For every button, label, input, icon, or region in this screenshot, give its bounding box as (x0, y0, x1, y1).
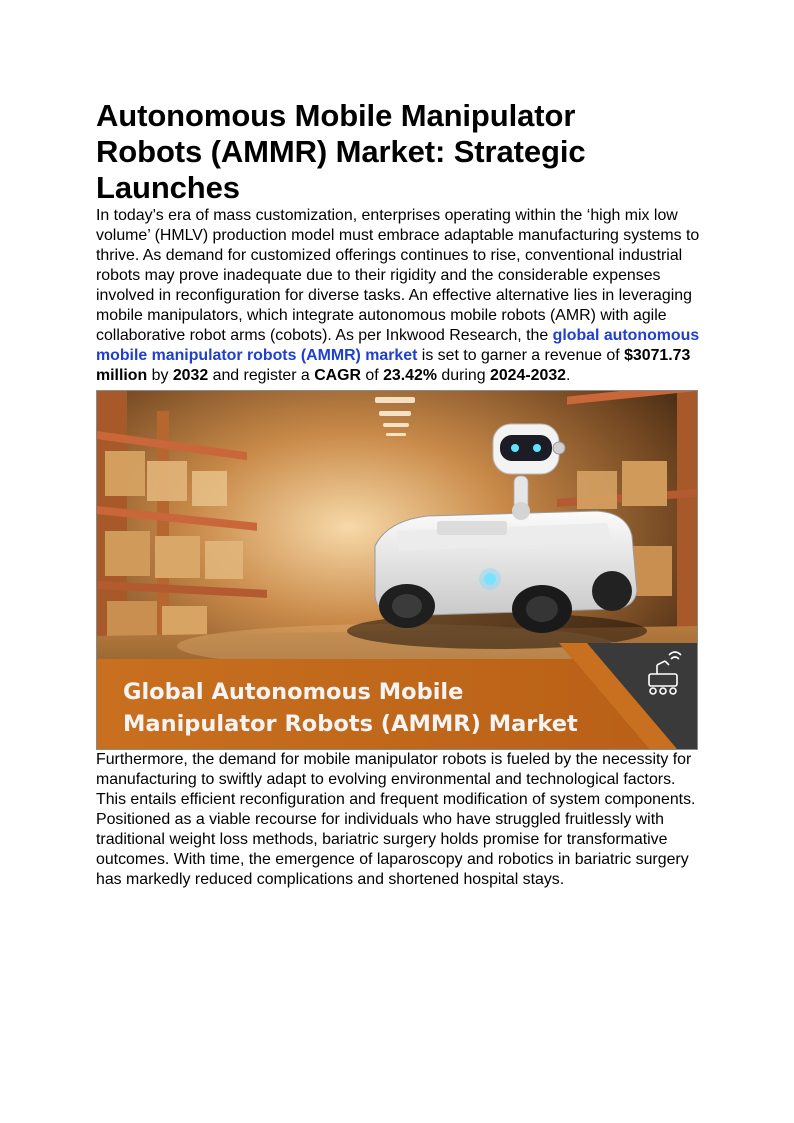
banner-title-line1: Global Autonomous Mobile (123, 679, 464, 705)
intro-text-4: and register a (208, 367, 315, 384)
forecast-period: 2024-2032 (490, 367, 566, 384)
cagr-value: 23.42% (383, 367, 437, 384)
intro-text-6: during (436, 367, 490, 384)
intro-paragraph (96, 206, 700, 386)
paragraph-demand: Furthermore, the demand for mobile manipulator robots is fueled by the necessity for manufacturing to swiftly adapt to evolving environmental and technological factors. This entails efficient reconfiguration and frequent modification of system components. (96, 751, 696, 808)
revenue-value: $3071.73 million (96, 347, 691, 384)
intro-text-7: . (566, 367, 571, 384)
banner-title-line2: Manipulator Robots (AMMR) Market (123, 711, 578, 737)
article-title: Autonomous Mobile Manipulator Robots (AMMR) Market: Strategic Launches (96, 98, 586, 205)
intro-text-2: is set to garner a revenue of (417, 347, 625, 364)
cagr-label: CAGR (314, 367, 361, 384)
intro-text-5: of (360, 367, 384, 384)
warehouse-robot-illustration (97, 391, 697, 749)
hero-image (96, 390, 698, 750)
intro-text-1: In today’s era of mass customization, enterprises operating within the ‘high mix low volume’ (HMLV) production model must embrace adaptable manufacturing systems to thrive. As demand for customized offerings continues to rise, conventional industrial robots may prove inadequate due to their rigidity and the considerable expenses involved in reconfiguration for diverse tasks. An effective alternative lies in leveraging mobile manipulators, which integrate autonomous mobile robots (AMR) with agile collaborative robot arms (cobots). As per Inkwood Research, the (96, 207, 700, 344)
intro-text-3: by (147, 367, 173, 384)
forecast-year: 2032 (172, 367, 209, 384)
market-report-link[interactable]: global autonomous mobile manipulator robots (AMMR) market (96, 327, 700, 364)
paragraph-bariatric: Positioned as a viable recourse for individuals who have struggled fruitlessly with traditional weight loss methods, bariatric surgery holds promise for transformative outcomes. With time, the emergence of laparoscopy and robotics in bariatric surgery has markedly reduced complications and shortened hospital stays. (96, 811, 689, 888)
article (96, 98, 700, 890)
